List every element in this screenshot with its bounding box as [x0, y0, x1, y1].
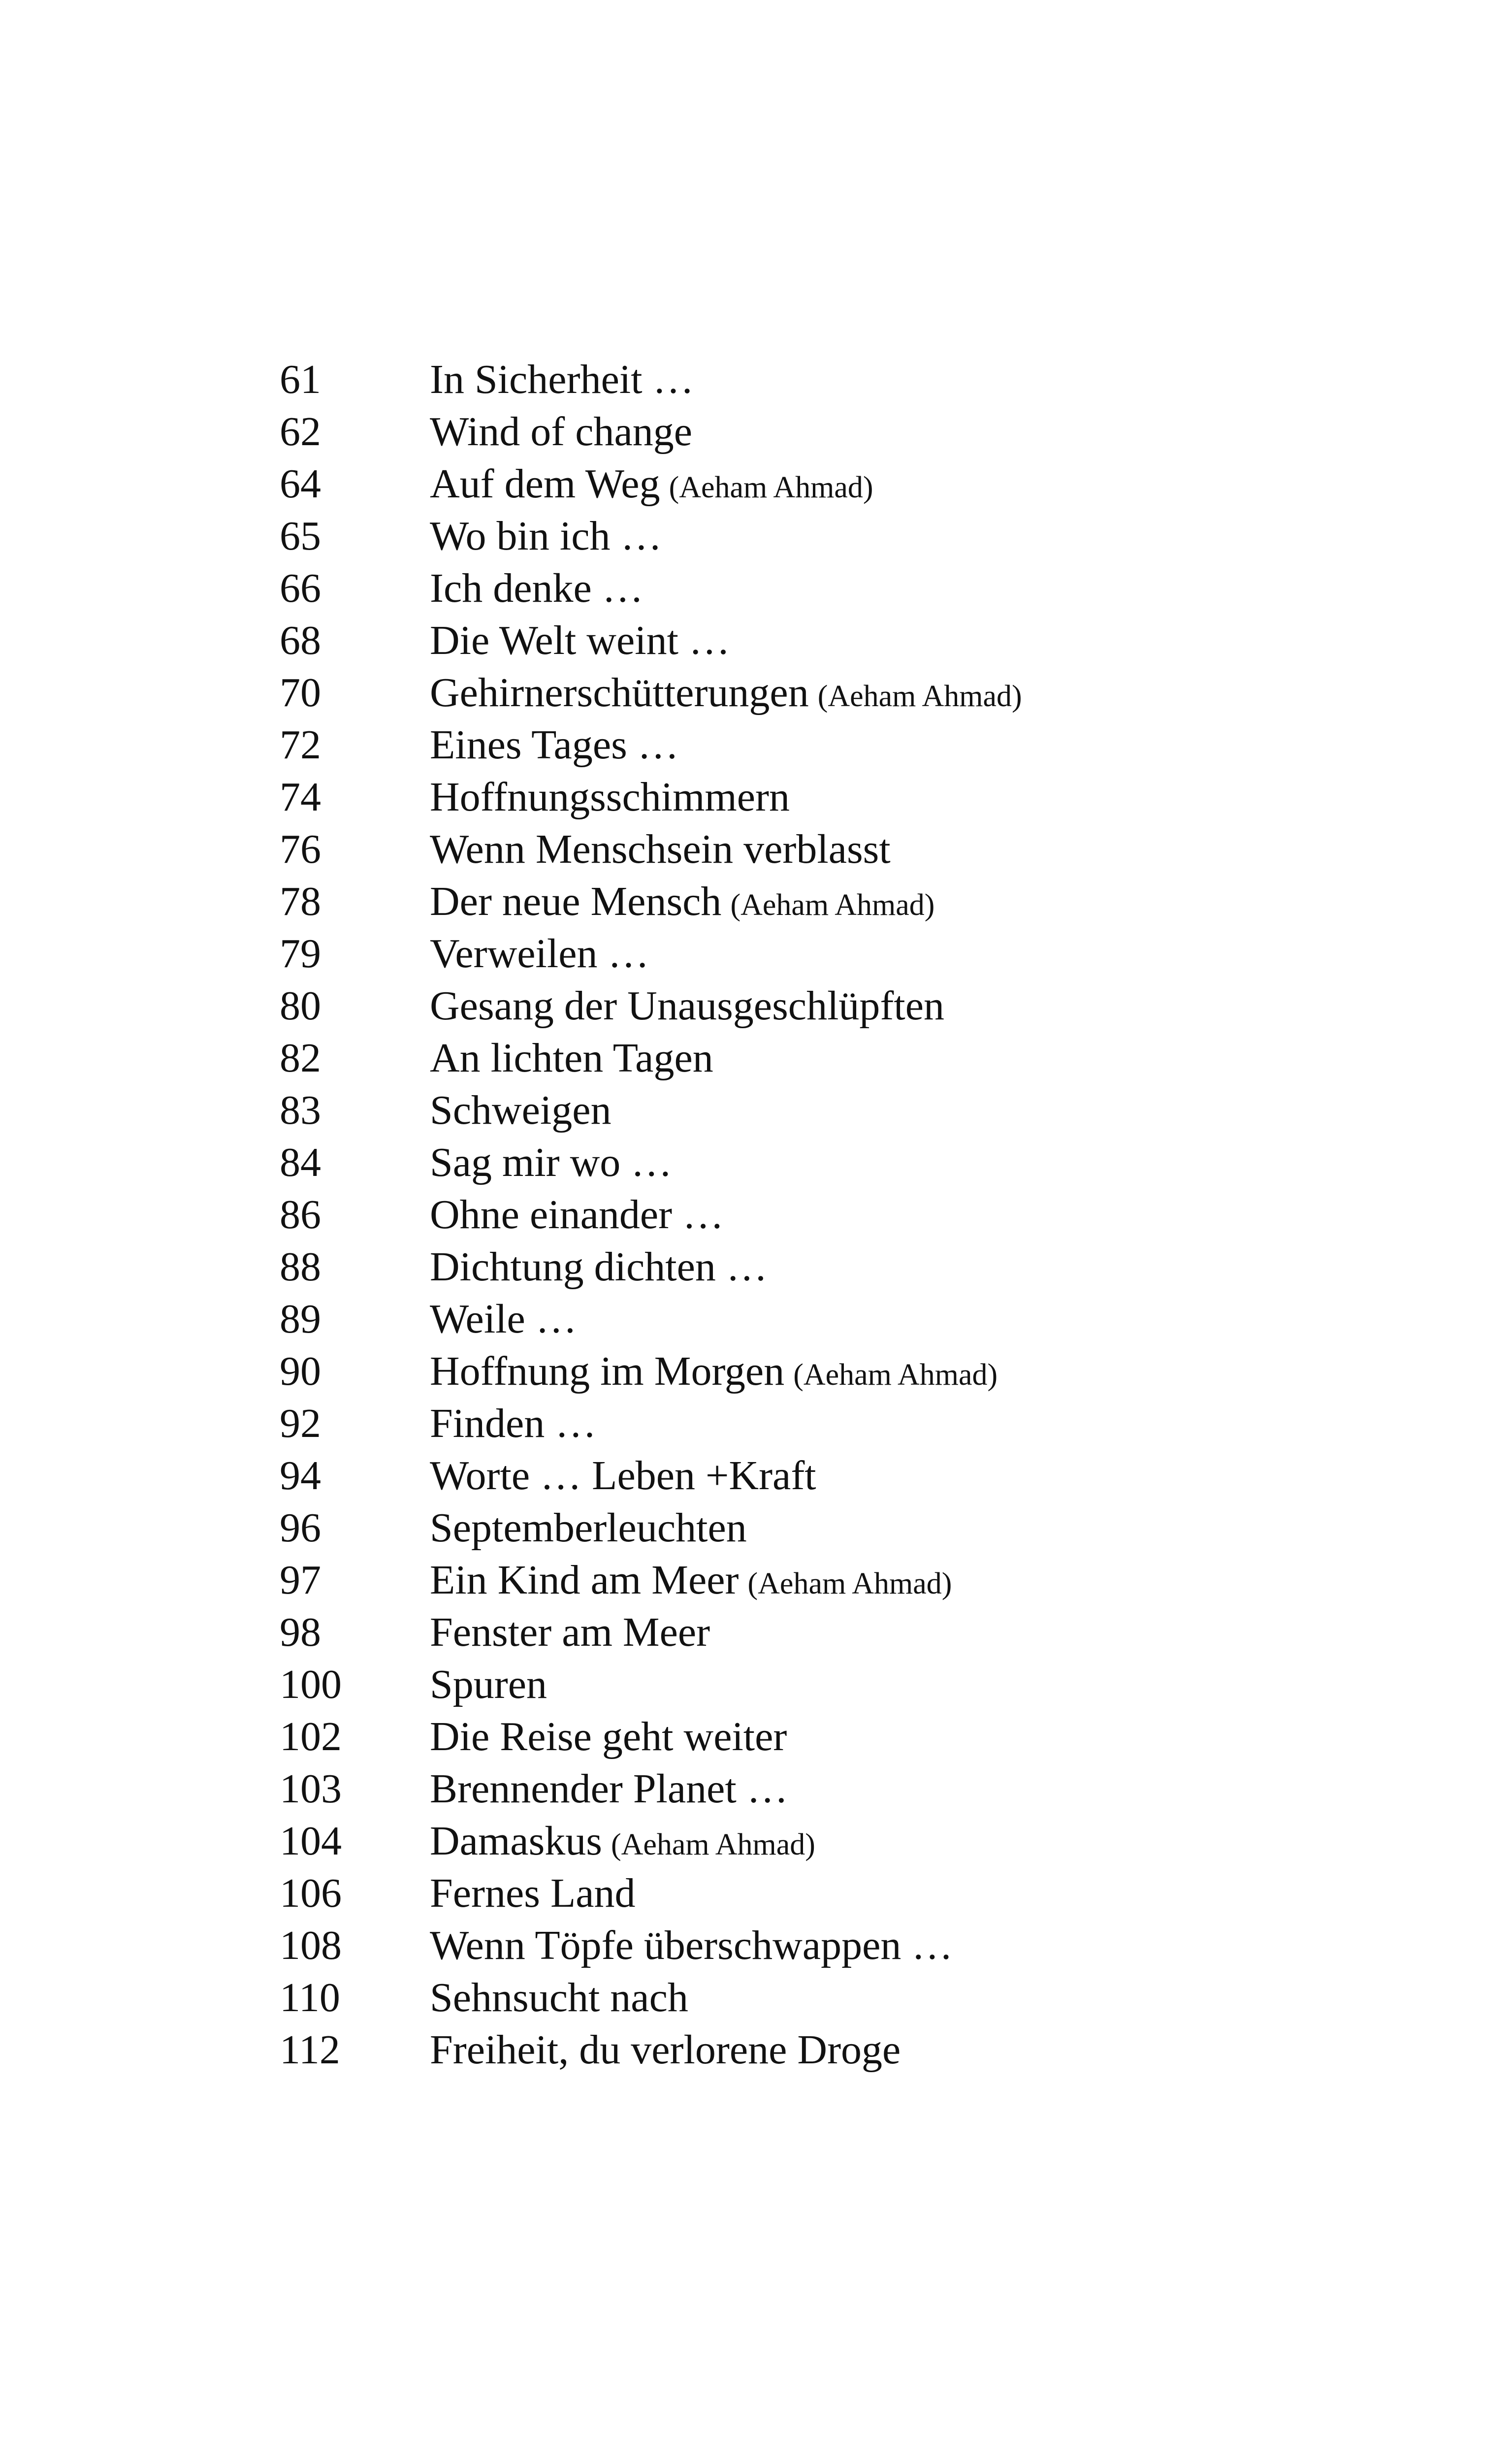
toc-page-number: 102 — [280, 1714, 342, 1759]
toc-title: Hoffnungsschimmern — [430, 774, 790, 820]
toc-page-number: 92 — [280, 1401, 321, 1446]
toc-entry — [280, 1502, 1363, 1554]
toc-page-number: 65 — [280, 513, 321, 559]
toc-title: Eines Tages … — [430, 722, 679, 768]
toc-page-number: 86 — [280, 1192, 321, 1238]
toc-title: Fenster am Meer — [430, 1609, 710, 1655]
toc-title: Sehnsucht nach — [430, 1975, 688, 2020]
toc-author: (Aeham Ahmad) — [817, 680, 1022, 713]
toc-page-number: 88 — [280, 1244, 321, 1290]
toc-entry — [280, 2024, 1363, 2076]
toc-entry — [280, 615, 1363, 667]
toc-page-number: 96 — [280, 1505, 321, 1551]
toc-author: (Aeham Ahmad) — [793, 1358, 998, 1392]
toc-entry — [280, 771, 1363, 823]
toc-page-number: 70 — [280, 670, 321, 716]
toc-entry — [280, 510, 1363, 562]
toc-page-number: 82 — [280, 1035, 321, 1081]
toc-entry — [280, 719, 1363, 771]
toc-page-number: 78 — [280, 879, 321, 924]
toc-entry — [280, 1189, 1363, 1241]
toc-title: Sag mir wo … — [430, 1140, 673, 1185]
toc-page-number: 66 — [280, 565, 321, 611]
toc-entry — [280, 1659, 1363, 1711]
toc-title: Ich denke … — [430, 565, 643, 611]
toc-title: Hoffnung im Morgen — [430, 1348, 785, 1394]
toc-author: (Aeham Ahmad) — [730, 888, 935, 922]
toc-page-number: 94 — [280, 1453, 321, 1498]
toc-author: (Aeham Ahmad) — [669, 471, 873, 504]
toc-page-number: 100 — [280, 1661, 342, 1707]
table-of-contents — [280, 354, 1363, 2076]
toc-entry — [280, 354, 1363, 406]
toc-page-number: 62 — [280, 409, 321, 455]
toc-page-number: 79 — [280, 931, 321, 977]
toc-page-number: 104 — [280, 1818, 342, 1864]
toc-entry — [280, 1606, 1363, 1659]
toc-entry — [280, 1554, 1363, 1606]
toc-title: Die Reise geht weiter — [430, 1714, 787, 1759]
toc-title: Septemberleuchten — [430, 1505, 747, 1551]
toc-title: Der neue Mensch — [430, 879, 722, 924]
toc-page-number: 72 — [280, 722, 321, 768]
toc-page-number: 89 — [280, 1296, 321, 1342]
toc-title: Finden … — [430, 1401, 597, 1446]
toc-page-number: 97 — [280, 1557, 321, 1603]
toc-page-number: 90 — [280, 1348, 321, 1394]
toc-entry — [280, 876, 1363, 928]
toc-entry — [280, 1920, 1363, 1972]
toc-title: Verweilen … — [430, 931, 649, 977]
toc-entry — [280, 1711, 1363, 1763]
toc-entry — [280, 928, 1363, 980]
toc-entry — [280, 406, 1363, 458]
toc-title: In Sicherheit … — [430, 357, 694, 402]
toc-entry — [280, 1084, 1363, 1137]
toc-page-number: 84 — [280, 1140, 321, 1185]
toc-title: An lichten Tagen — [430, 1035, 713, 1081]
toc-title: Ein Kind am Meer — [430, 1557, 739, 1603]
toc-author: (Aeham Ahmad) — [747, 1567, 952, 1600]
toc-entry — [280, 980, 1363, 1032]
toc-title: Dichtung dichten … — [430, 1244, 768, 1290]
toc-title: Freiheit, du verlorene Droge — [430, 2027, 901, 2073]
toc-title: Ohne einander … — [430, 1192, 724, 1238]
toc-title: Wenn Töpfe überschwappen … — [430, 1922, 953, 1968]
toc-page-number: 106 — [280, 1870, 342, 1916]
toc-entry — [280, 562, 1363, 615]
toc-entry — [280, 1345, 1363, 1398]
toc-page-number: 76 — [280, 826, 321, 872]
toc-entry — [280, 667, 1363, 719]
toc-title: Worte … Leben +Kraft — [430, 1453, 816, 1498]
toc-title: Spuren — [430, 1661, 547, 1707]
toc-entry — [280, 1763, 1363, 1815]
toc-entry — [280, 1450, 1363, 1502]
toc-title: Fernes Land — [430, 1870, 636, 1916]
toc-title: Wenn Menschsein verblasst — [430, 826, 891, 872]
toc-entry — [280, 1241, 1363, 1293]
toc-entry — [280, 1032, 1363, 1084]
toc-entry — [280, 823, 1363, 876]
toc-title: Wind of change — [430, 409, 693, 455]
toc-page-number: 110 — [280, 1975, 340, 2020]
toc-entry — [280, 458, 1363, 510]
toc-title: Schweigen — [430, 1087, 611, 1133]
toc-page-number: 68 — [280, 618, 321, 663]
toc-title: Die Welt weint … — [430, 618, 730, 663]
toc-entry — [280, 1972, 1363, 2024]
toc-page-number: 61 — [280, 357, 321, 402]
toc-title: Wo bin ich … — [430, 513, 662, 559]
toc-title: Damaskus — [430, 1818, 602, 1864]
toc-page-number: 74 — [280, 774, 321, 820]
toc-page-number: 108 — [280, 1922, 342, 1968]
toc-page-number: 80 — [280, 983, 321, 1029]
toc-page-number: 64 — [280, 461, 321, 507]
toc-page-number: 98 — [280, 1609, 321, 1655]
toc-page-number: 83 — [280, 1087, 321, 1133]
toc-title: Gesang der Unausgeschlüpften — [430, 983, 944, 1029]
toc-entry — [280, 1815, 1363, 1867]
toc-title: Gehirnerschütterungen — [430, 670, 809, 716]
toc-entry — [280, 1398, 1363, 1450]
toc-author: (Aeham Ahmad) — [611, 1828, 815, 1861]
toc-title: Auf dem Weg — [430, 461, 660, 507]
toc-entry — [280, 1137, 1363, 1189]
toc-page-number: 103 — [280, 1766, 342, 1812]
toc-title: Weile … — [430, 1296, 577, 1342]
toc-page-number: 112 — [280, 2027, 340, 2073]
toc-title: Brennender Planet … — [430, 1766, 788, 1812]
toc-entry — [280, 1867, 1363, 1920]
toc-entry — [280, 1293, 1363, 1345]
